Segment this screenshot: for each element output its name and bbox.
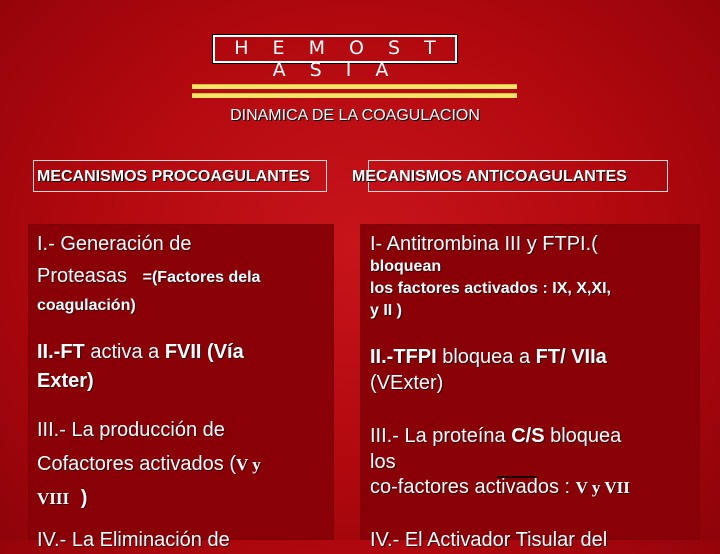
left-item-2-activa: activa a xyxy=(84,341,165,363)
right-item-3-proteina: III.- La proteína xyxy=(370,425,512,447)
left-item-3-cofactores: Cofactores activados ( xyxy=(37,453,236,475)
right-item-3-bloquea: bloquea xyxy=(544,425,622,447)
left-item-1-line-1: I.- Generación de xyxy=(37,233,192,255)
anticoagulant-header: MECANISMOS ANTICOAGULANTES xyxy=(352,168,627,185)
right-item-2-ft-viia: FT/ VIIa xyxy=(535,346,607,368)
left-item-3-line-3 xyxy=(37,484,87,513)
right-item-2-tfpi: II.-TFPI xyxy=(370,346,437,368)
right-item-2-line-2: (VExter) xyxy=(370,372,444,394)
right-item-3-cs: C/S xyxy=(511,425,545,447)
subtitle: DINAMICA DE LA COAGULACION xyxy=(230,107,480,124)
divider-bar-top xyxy=(192,84,517,89)
right-item-3-line-3 xyxy=(370,473,630,502)
left-item-1-proteasas: Proteasas xyxy=(37,265,128,287)
right-item-1-line-4: y II ) xyxy=(370,302,403,319)
left-item-2-line-1 xyxy=(37,338,244,366)
left-item-3-close: ) xyxy=(80,487,88,509)
left-item-4-line-1: IV.- La Eliminación de xyxy=(37,529,230,551)
right-item-3-v-y-vii: V y VII xyxy=(575,478,630,497)
left-item-3-viii: VIII xyxy=(37,489,70,508)
right-item-3-cofactores: co-factores activados : xyxy=(370,476,576,498)
right-item-2-line-1 xyxy=(370,343,607,371)
left-item-1-line-2 xyxy=(37,262,260,292)
right-item-3-line-2: los xyxy=(370,451,396,473)
left-item-2-line-2: Exter) xyxy=(37,370,94,392)
right-item-1-line-1: I- Antitrombina III y FTPI.( xyxy=(370,233,598,255)
left-item-2-ft: II.-FT xyxy=(37,341,85,363)
page-title: H E M O S T A S I A xyxy=(234,37,445,81)
right-item-2-bloquea: bloquea a xyxy=(436,346,536,368)
left-item-3-line-2 xyxy=(37,450,261,479)
procoagulant-header: MECANISMOS PROCOAGULANTES xyxy=(37,168,310,185)
divider-bar-bottom xyxy=(192,93,517,98)
left-item-2-fvii: FVII (Vía xyxy=(164,341,244,363)
left-item-3-line-1: III.- La producción de xyxy=(37,419,225,441)
right-item-1-line-2: bloquean xyxy=(370,258,442,275)
right-item-3-line-1 xyxy=(370,422,621,450)
left-item-1-line-3: coagulación) xyxy=(37,297,136,314)
left-item-3-v-y: V y xyxy=(235,455,261,474)
right-item-4-line-1: IV.- El Activador Tisular del xyxy=(370,529,608,551)
right-item-1-line-3: los factores activados : IX, X,XI, xyxy=(370,280,611,297)
left-item-1-factores: =(Factores dela xyxy=(142,269,261,286)
